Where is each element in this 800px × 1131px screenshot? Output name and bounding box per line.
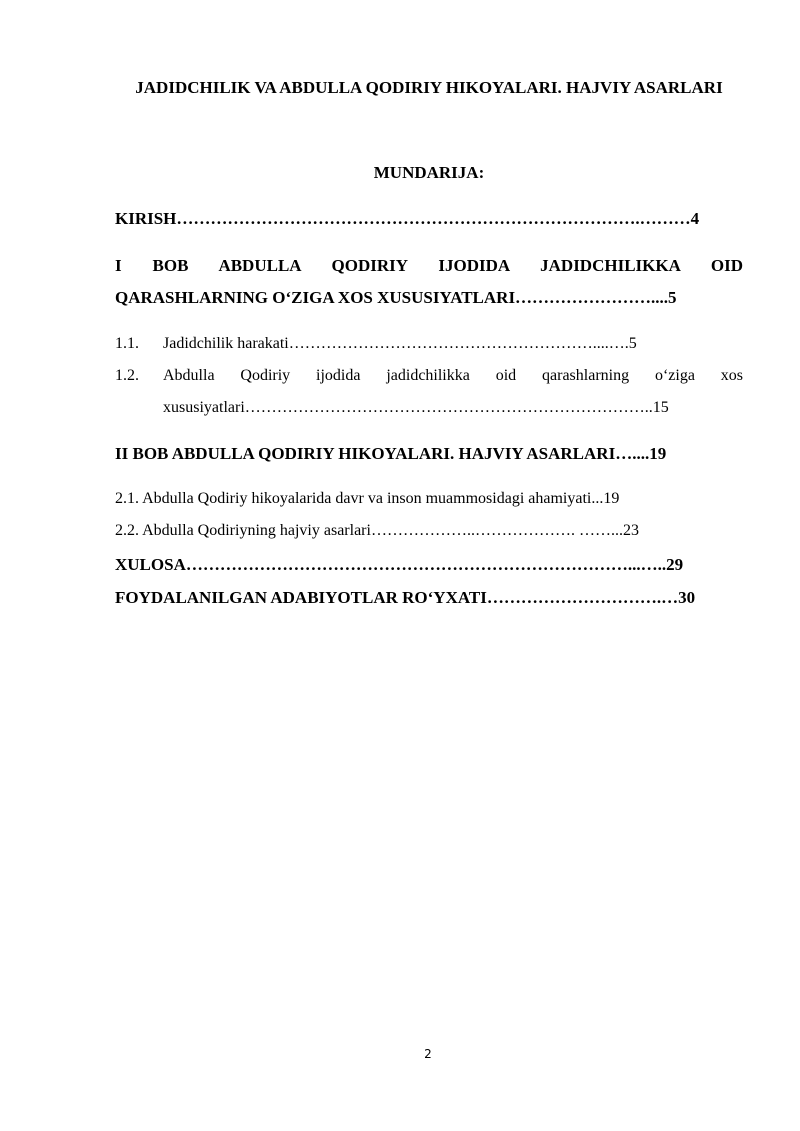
- toc-entry-xulosa: XULOSA……………………………………………………………………...…..29: [115, 555, 684, 574]
- toc-entry-bob2: II BOB ABDULLA QODIRIY HIKOYALARI. HAJVIY ASARLARI…....19: [115, 444, 667, 463]
- toc-entry-2-2: 2.2. Abdulla Qodiriyning hajviy asarlari………………..………………. ……...23: [115, 522, 639, 539]
- toc-entry-1-2-line1: Abdulla Qodiriy ijodida jadidchilikka oid qarashlarning o‘ziga xos: [163, 367, 743, 384]
- toc-entry-2-1: 2.1. Abdulla Qodiriy hikoyalarida davr va inson muammosidagi ahamiyati...19: [115, 490, 620, 507]
- toc-entry-adabiyot: FOYDALANILGAN ADABIYOTLAR RO‘YXATI………………………….…30: [115, 588, 696, 607]
- toc-entry-1-2-line2: xususiyatlari…………………………………………………………………..15: [163, 399, 669, 416]
- page-number: 2: [424, 1047, 432, 1061]
- toc-entry-bob1-line1: I BOB ABDULLA QODIRIY IJODIDA JADIDCHILIKKA OID: [115, 256, 743, 275]
- toc-heading: MUNDARIJA:: [373, 163, 485, 182]
- toc-entry-kirish: KIRISH……………………………………………………………………….………4: [115, 209, 700, 228]
- toc-entry-1-1-text: Jadidchilik harakati…………………………………………………....….5: [163, 335, 637, 352]
- toc-entry-1-2-number: 1.2.: [115, 367, 139, 384]
- toc-entry-1-1-number: 1.1.: [115, 335, 139, 352]
- toc-entry-bob1-line2: QARASHLARNING O‘ZIGA XOS XUSUSIYATLARI……………………....5: [115, 288, 677, 307]
- document-title: JADIDCHILIK VA ABDULLA QODIRIY HIKOYALARI. HAJVIY ASARLARI: [135, 78, 723, 97]
